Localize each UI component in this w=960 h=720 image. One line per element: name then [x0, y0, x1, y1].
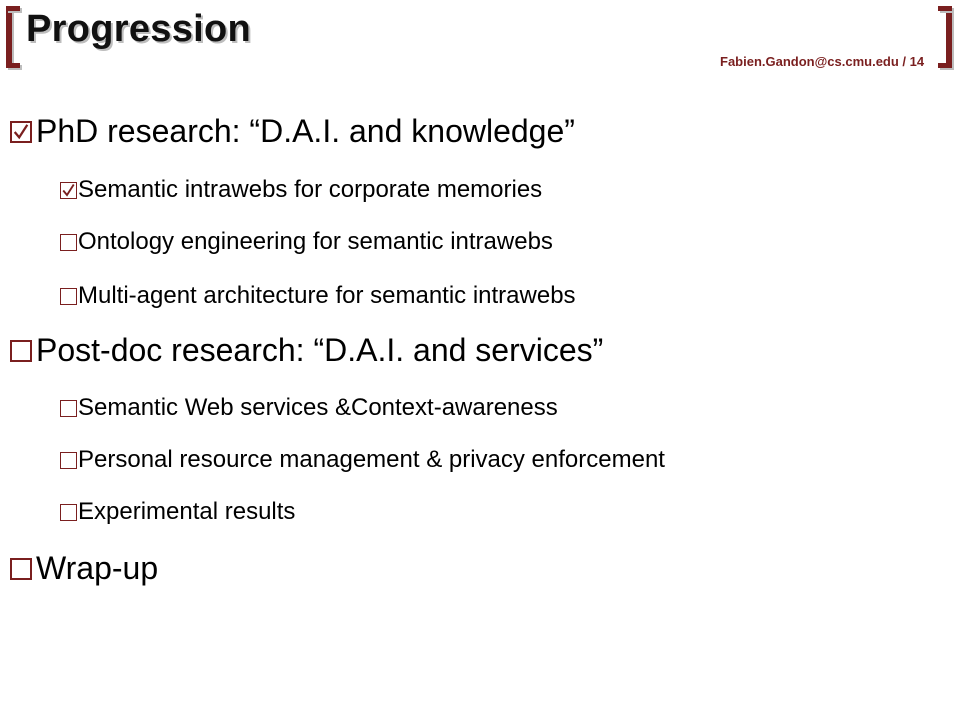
footer-email-page: Fabien.Gandon@cs.cmu.edu / 14: [720, 54, 925, 69]
slide-title: Progression: [26, 8, 252, 50]
checkbox-icon: [60, 182, 77, 199]
checkbox-icon: [10, 121, 32, 143]
outline-item-label: Ontology engineering for semantic intrawebs: [78, 228, 553, 255]
outline-item-label: Semantic Web services &Context-awareness: [78, 394, 558, 421]
checkbox-icon: [10, 558, 32, 580]
outline-item-wrap-up: [10, 550, 158, 587]
outline-item-label: Semantic intrawebs for corporate memories: [78, 176, 543, 203]
outline-item-semantic-web-services: [60, 394, 558, 422]
outline-item-label: Personal resource management & privacy enforcement: [78, 446, 665, 473]
outline-item-semantic-intrawebs: [60, 176, 542, 204]
outline-item-phd-research: [10, 113, 575, 150]
checkbox-icon: [60, 234, 77, 251]
checkbox-icon: [60, 452, 77, 469]
outline-item-label: PhD research: “D.A.I. and knowledge”: [36, 113, 575, 149]
right-bracket-decoration: [938, 6, 952, 68]
outline-item-personal-resource-management: [60, 446, 665, 474]
outline-item-ontology-engineering: [60, 228, 553, 256]
outline-item-multi-agent-architecture: [60, 282, 576, 310]
checkbox-icon: [60, 400, 77, 417]
outline-item-label: Post-doc research: “D.A.I. and services”: [36, 332, 604, 368]
checkbox-icon: [60, 504, 77, 521]
checkbox-icon: [60, 288, 77, 305]
outline-item-label: Multi-agent architecture for semantic intrawebs: [78, 282, 576, 309]
outline-item-postdoc-research: [10, 332, 603, 369]
outline-item-label: Wrap-up: [36, 550, 159, 586]
left-bracket-decoration: [6, 6, 20, 68]
outline-item-experimental-results: [60, 498, 295, 526]
outline-item-label: Experimental results: [78, 498, 296, 525]
checkbox-icon: [10, 340, 32, 362]
